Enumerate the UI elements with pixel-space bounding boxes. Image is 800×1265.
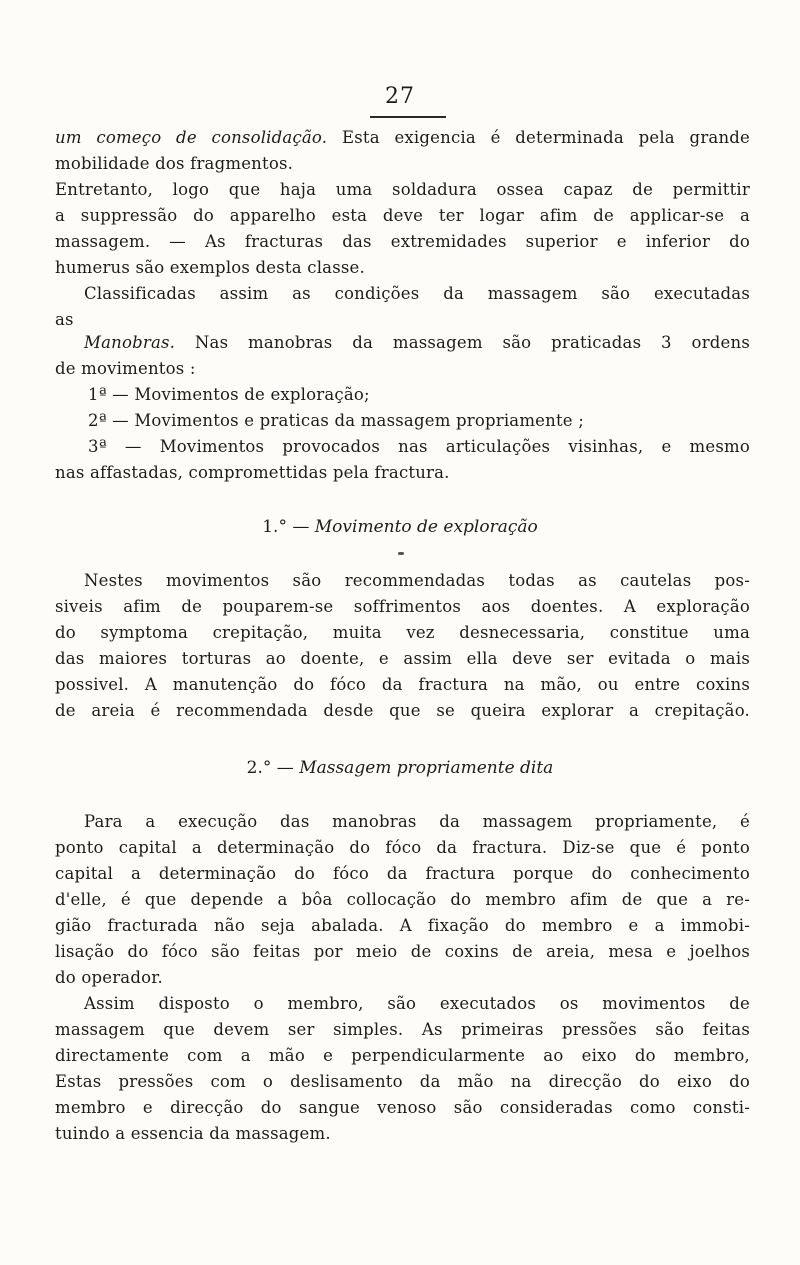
list-item: 1ª — Movimentos de exploração; bbox=[88, 385, 370, 404]
text-line: tuindo a essencia da massagem. bbox=[55, 1124, 331, 1143]
text-line: Classificadas assim as condições da massagem são executadas bbox=[84, 284, 750, 303]
text-line: massagem que devem ser simples. As primeiras pressões são feitas bbox=[55, 1020, 750, 1039]
text-line: siveis afim de pouparem-se soffrimentos aos doentes. A exploração bbox=[55, 597, 750, 616]
text-line: ponto capital a determinação do fóco da fractura. Diz-se que é ponto bbox=[55, 838, 750, 857]
section-title: Massagem propriamente dita bbox=[299, 758, 554, 778]
text-line: das maiores torturas ao doente, e assim ella deve ser evitada o mais bbox=[55, 649, 750, 668]
header-rule bbox=[370, 116, 446, 118]
text-line: d'elle, é que depende a bôa collocação do membro afim de que a re- bbox=[55, 890, 750, 909]
ornament-mark bbox=[398, 552, 404, 555]
text-span: Esta exigencia é determinada pela grande bbox=[327, 128, 750, 147]
text-line: mobilidade dos fragmentos. bbox=[55, 154, 294, 173]
text-line: possivel. A manutenção do fóco da fractura na mão, ou entre coxins bbox=[55, 675, 750, 694]
section-number: 1.° — bbox=[262, 517, 315, 537]
text-line: capital a determinação do fóco da fractura porque do conhecimento bbox=[55, 864, 750, 883]
text-line bbox=[84, 333, 750, 353]
text-line: a suppressão do apparelho esta deve ter logar afim de applicar-se a bbox=[55, 206, 750, 225]
text-line: Entretanto, logo que haja uma soldadura ossea capaz de permittir bbox=[55, 180, 750, 199]
italic-phrase: um começo de consolidação. bbox=[55, 128, 328, 147]
text-line: Para a execução das manobras da massagem propriamente, é bbox=[84, 812, 750, 831]
text-line: massagem. — As fracturas das extremidades superior e inferior do bbox=[55, 232, 750, 251]
italic-phrase: Manobras. bbox=[84, 333, 176, 352]
section-heading bbox=[0, 517, 800, 537]
text-line: lisação do fóco são feitas por meio de coxins de areia, mesa e joelhos bbox=[55, 942, 750, 961]
text-line: humerus são exemplos desta classe. bbox=[55, 258, 365, 277]
section-title: Movimento de exploração bbox=[314, 517, 538, 537]
list-item-continuation: nas affastadas, compromettidas pela fractura. bbox=[55, 463, 450, 482]
text-line: de movimentos : bbox=[55, 359, 196, 378]
text-span: Nas manobras da massagem são praticadas 3 ordens bbox=[175, 333, 750, 352]
list-item: 3ª — Movimentos provocados nas articulações visinhas, e mesmo bbox=[88, 437, 750, 456]
text-line: do operador. bbox=[55, 968, 163, 987]
text-line: membro e direcção do sangue venoso são consideradas como consti- bbox=[55, 1098, 750, 1117]
text-line: do symptoma crepitação, muita vez desnecessaria, constitue uma bbox=[55, 623, 750, 642]
text-line bbox=[55, 128, 750, 148]
section-heading bbox=[0, 758, 800, 778]
text-line: directamente com a mão e perpendicularmente ao eixo do membro, bbox=[55, 1046, 750, 1065]
text-line: as bbox=[55, 310, 74, 329]
section-number: 2.° — bbox=[246, 758, 300, 778]
page-number: 27 bbox=[385, 84, 415, 109]
text-line: Nestes movimentos são recommendadas todas as cautelas pos- bbox=[84, 571, 750, 590]
text-line: Estas pressões com o deslisamento da mão na direcção do eixo do bbox=[55, 1072, 750, 1091]
text-line: de areia é recommendada desde que se queira explorar a crepitação. bbox=[55, 701, 750, 720]
text-line: Assim disposto o membro, são executados os movimentos de bbox=[84, 994, 750, 1013]
list-item: 2ª — Movimentos e praticas da massagem propriamente ; bbox=[88, 411, 584, 430]
text-line: gião fracturada não seja abalada. A fixação do membro e a immobi- bbox=[55, 916, 750, 935]
